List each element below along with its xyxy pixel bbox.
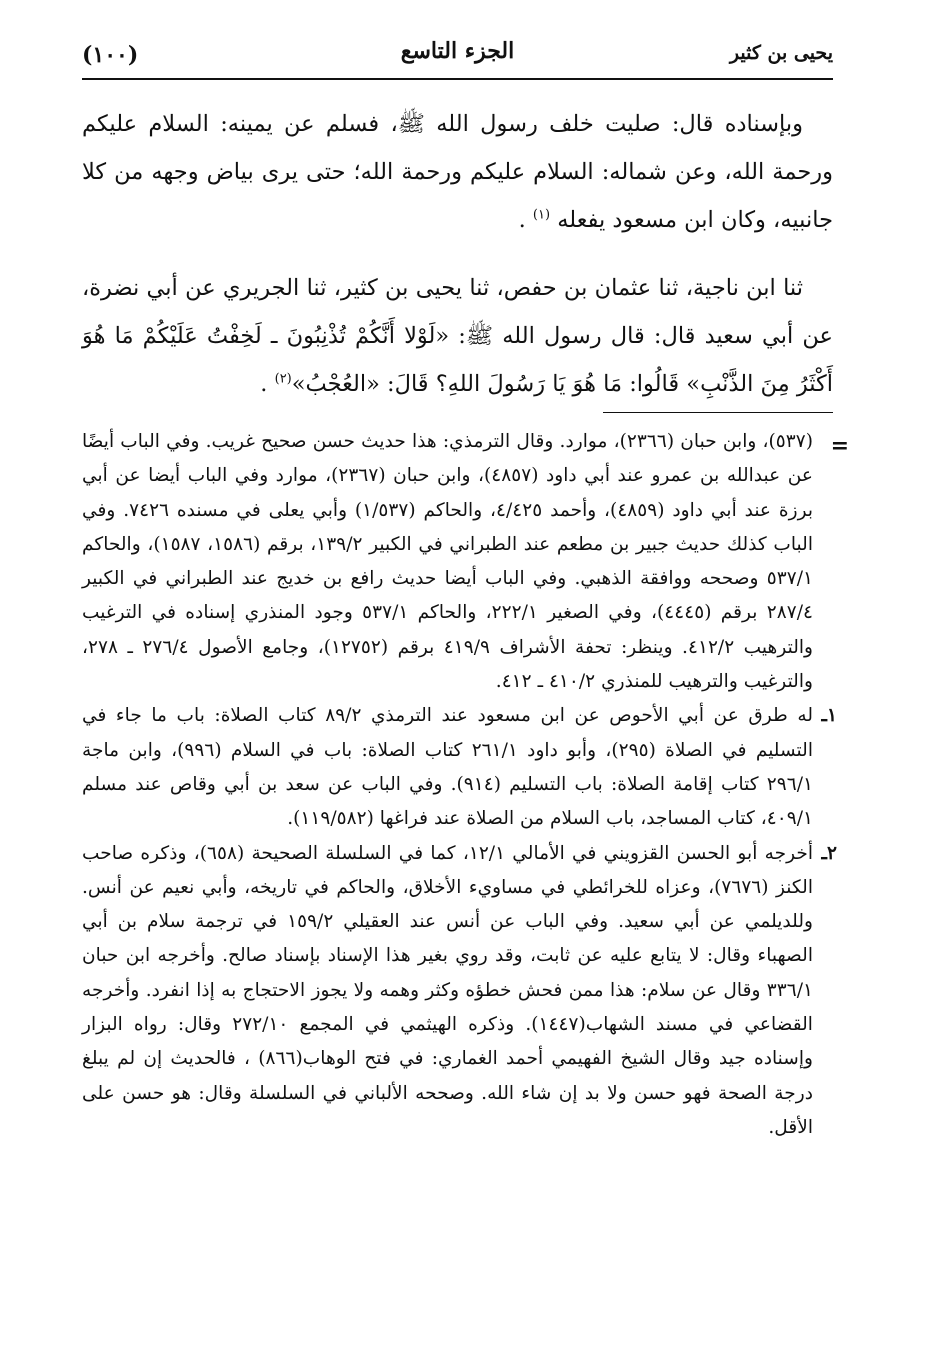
paragraph-text: ثنا ابن ناجية، ثنا عثمان بن حفص، ثنا يحيى بن كثير، ثنا الجريري عن أبي نضرة، عن أبي سعيد قال: قال رسول الله ﷺ: «لَوْلا أَنَّكُمْ تُذْنِبُونَ ـ لَخِفْتُ عَلَيْكُمْ مَا هُوَ أَكْثَرُ مِنَ الذَّنْبِ» قَالُوا: مَا هُوَ يَا رَسُولَ اللهِ؟ قَالَ: «العُجْبُ» xyxy=(82,275,833,397)
main-paragraph xyxy=(82,100,833,244)
main-paragraph xyxy=(82,264,833,408)
footnote-number: ١ـ xyxy=(821,705,837,727)
footnote-item xyxy=(82,837,837,1146)
header-rule xyxy=(82,78,833,80)
footnote-text: (٥٣٧)، وابن حبان (٢٣٦٦)، موارد. وقال الترمذي: هذا حديث حسن صحيح غريب. وفي الباب أيضًا عن عبدالله بن عمرو عند أبي داود (٤٨٥٧)، وابن حبان (٢٣٦٧)، موارد وفي الباب أيضا عن أبي برزة عند أبي داود (٤٨٥٩)، وأحمد ٤/٤٢٥، والحاكم (١/٥٣٧) وأبي يعلى في مسنده ٧٤٢٦. وفي الباب كذلك حديث جبير بن مطعم عند الطبراني في الكبير ١٣٩/٢، برقم (١٥٨٦، ١٥٨٧)، والحاكم ٥٣٧/١ وصححه ووافقة الذهبي. وفي الباب أيضا حديث رافع بن خديج عند الطبراني في الكبير ٢٨٧/٤ برقم (٤٤٤٥)، وفي الصغير ٢٢٢/١، والحاكم ٥٣٧/١ وجود المنذري إسناده في الترغيب والترهيب ٤١٢/٢. وينظر: تحفة الأشراف ٤١٩/٩ برقم (١٢٧٥٢)، وجامع الأصول ٢٧٦/٤ ـ ٢٧٨، والترغيب والترهيب للمنذري ٤١٠/٢ ـ ٤١٢. xyxy=(82,431,814,693)
footnote-item xyxy=(82,699,837,836)
header-page-number: (١٠٠) xyxy=(82,42,139,68)
footnote-text: أخرجه أبو الحسن القزويني في الأمالي ١٢/١، كما في السلسلة الصحيحة (٦٥٨)، وذكره صاحب الكنز (٧٦٧٦)، وعزاه للخرائطي في مساويء الأخلاق، والحاكم في تاريخه، وأبي نعيم عن أنس. وللديلمي عن أبي سعيد. وفي الباب عن أنس عند العقيلي ١٥٩/٢ في ترجمة سلام بن أبي الصهباء وقال: لا يتابع عليه عن ثابت، وقد روي بغير هذا الإسناد بإسناد صالح. وأخرجه ابن حبان ٣٣٦/١ وقال عن سلام: هذا ممن فحش خطؤه وكثر وهمه ولا يجوز الاحتجاج به إذا انفرد. وأخرجه القضاعي في مسند الشهاب(١٤٤٧). وذكره الهيثمي في المجمع ٢٧٢/١٠ وقال: رواه البزار وإسناده جيد وقال الشيخ الفهيمي أحمد الغماري: في فتح الوهاب(٨٦٦) ، فالحديث إن لم يبلغ درجة الصحة فهو حسن ولا بد إن شاء الله. وصححه الألباني في السلسلة وقال: هو حسن على الأقل. xyxy=(82,842,814,1138)
footnote-number: ٢ـ xyxy=(821,842,837,864)
footnote-text: له طرق عن أبي الأحوص عن ابن مسعود عند الترمذي ٨٩/٢ كتاب الصلاة: باب ما جاء في التسليم في الصلاة (٢٩٥)، وأبو داود ٢٦١/١ كتاب الصلاة: باب في السلام (٩٩٦)، وابن ماجة ٢٩٦/١ كتاب إقامة الصلاة: باب التسليم (٩١٤). وفي الباب عن سعد بن أبي وقاص عند مسلم ٤٠٩/١، كتاب المساجد، باب السلام من الصلاة عند فراغها (١١٩/٥٨٢). xyxy=(82,705,813,830)
footnote-ref: (٢) xyxy=(274,371,292,387)
footnote-separator xyxy=(603,412,833,413)
footnote-item xyxy=(82,425,833,699)
main-text xyxy=(82,100,833,428)
header-author-name: يحيى بن كثير xyxy=(729,42,833,64)
paragraph-tail: . xyxy=(518,207,526,233)
footnote-ref: (١) xyxy=(532,207,551,223)
footnotes xyxy=(82,425,837,1145)
paragraph-text: وبإسناده قال: صليت خلف رسول الله ﷺ، فسلم عن يمينه: السلام عليكم ورحمة الله، وعن شماله: السلام عليكم ورحمة الله؛ حتى يرى بياض وجهه من كلا جانبيه، وكان ابن مسعود يفعله xyxy=(82,111,833,233)
header-volume-title: الجزء التاسع xyxy=(400,38,515,64)
running-header xyxy=(82,38,833,78)
footnote-continuation-mark: = xyxy=(830,433,849,459)
paragraph-tail: . xyxy=(260,371,268,397)
